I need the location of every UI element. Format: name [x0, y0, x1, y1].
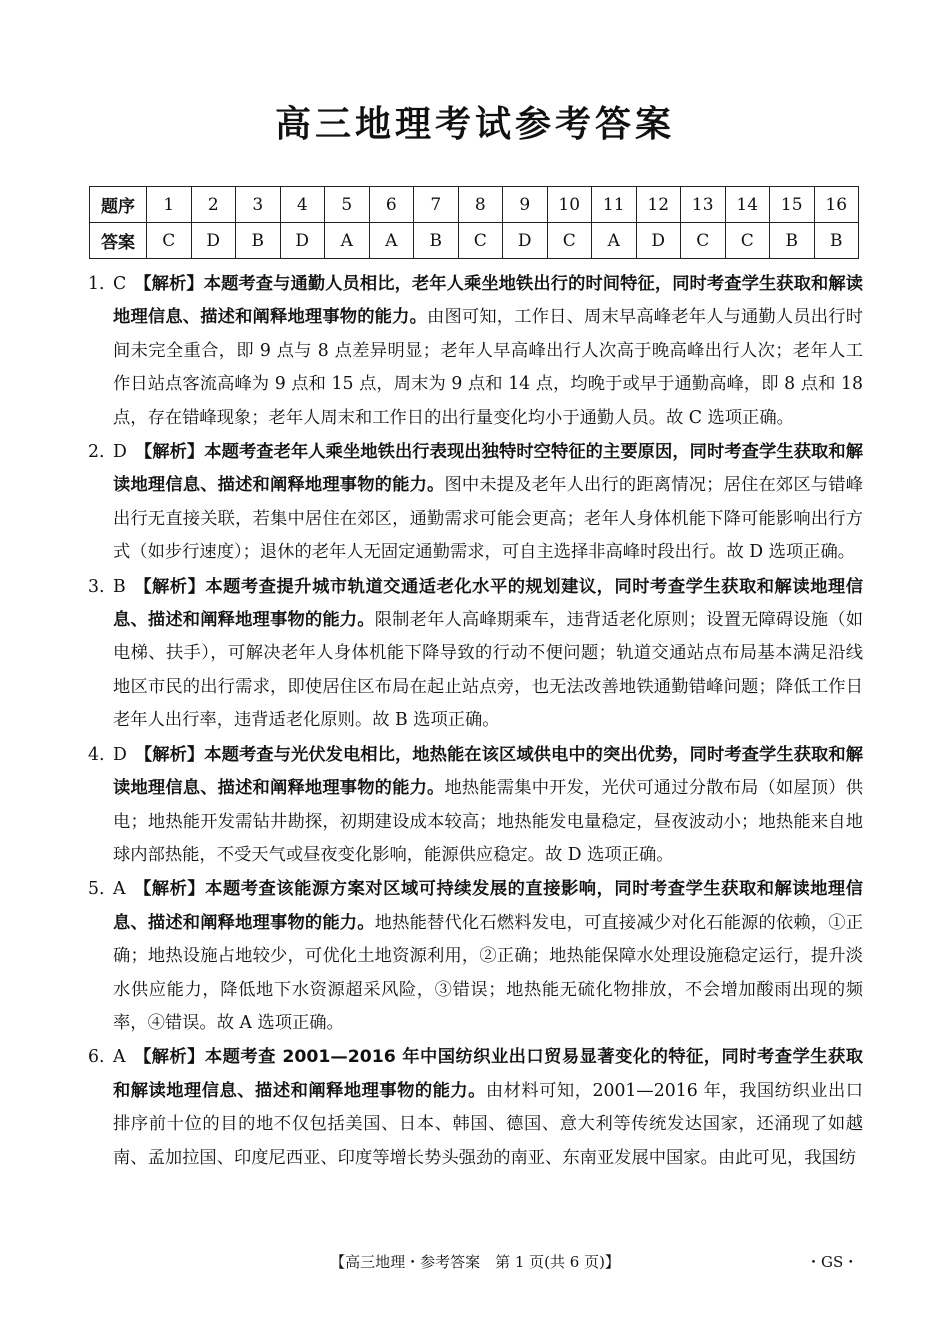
- answer-letter: D: [113, 744, 127, 765]
- page-title: 高三地理考试参考答案: [274, 104, 675, 145]
- answer-cell: D: [636, 223, 681, 259]
- answer-cell: C: [147, 223, 192, 259]
- question-focus: 本题考查该能源方案对区域可持续发展的直接影响，同时考查学生获取和解读地理信息、描述和阐释地理事物的能力。: [113, 879, 863, 933]
- question-number: 6.: [88, 1047, 105, 1068]
- explanation-item: [88, 1041, 863, 1175]
- explanation-item: [88, 739, 863, 873]
- explanation-item: [88, 268, 863, 435]
- question-number-cell: 8: [458, 187, 503, 223]
- question-focus: 本题考查老年人乘坐地铁出行表现出独特时空特征的主要原因，同时考查学生获取和解读地理信息、描述和阐释地理事物的能力。: [113, 442, 863, 496]
- footer-code: ・GS・: [806, 1253, 859, 1271]
- question-number-cell: 10: [547, 187, 592, 223]
- analysis-tag: 【解析】: [133, 1047, 205, 1068]
- answer-letter: C: [113, 274, 127, 294]
- question-number-cell: 7: [414, 187, 459, 223]
- question-number-cell: 12: [636, 187, 681, 223]
- explanation-item: [88, 873, 863, 1040]
- question-number: 2.: [88, 442, 105, 463]
- answer-cell: A: [369, 223, 414, 259]
- question-number: 1.: [88, 274, 105, 294]
- question-number: 5.: [88, 879, 105, 900]
- analysis-tag: 【解析】: [133, 576, 206, 597]
- answer-letter: B: [113, 576, 126, 597]
- answer-cell: C: [681, 223, 726, 259]
- analysis-tag: 【解析】: [133, 879, 206, 900]
- page-footer: 【高三地理・参考答案 第 1 页(共 6 页)】: [330, 1253, 620, 1271]
- answer-letter: A: [113, 879, 126, 900]
- question-number-cell: 2: [191, 187, 236, 223]
- answer-cell: D: [191, 223, 236, 259]
- explanation-text: 限制老年人高峰期乘车，违背适老化原则；设置无障碍设施（如电梯、扶手），可解决老年人身体机能下降导致的行动不便问题；轨道交通站点布局基本满足沿线地区市民的出行需求，即使居住区布局在起止站点旁，也无法改善地铁通勤错峰问题；降低工作日老年人出行率，违背适老化原则。故 B 选项正确。: [113, 610, 863, 731]
- answer-cell: B: [236, 223, 281, 259]
- question-number-cell: 9: [503, 187, 548, 223]
- analysis-tag: 【解析】: [134, 442, 205, 463]
- question-number-cell: 3: [236, 187, 281, 223]
- question-number-cell: 5: [325, 187, 370, 223]
- row-header-answer: 答案: [90, 223, 147, 259]
- table-row-answers: [90, 223, 859, 259]
- explanation-text: 图中未提及老年人出行的距离情况；居住在郊区与错峰出行无直接关联，若集中居住在郊区，通勤需求可能会更高；老年人身体机能下降可能影响出行方式（如步行速度）；退休的老年人无固定通勤需求，可自主选择非高峰时段出行。故 D 选项正确。: [113, 475, 863, 563]
- explanations: [88, 268, 863, 1176]
- question-number: 4.: [88, 744, 105, 765]
- question-focus: 本题考查与通勤人员相比，老年人乘坐地铁出行的时间特征，同时考查学生获取和解读地理信息、描述和阐释地理事物的能力。: [113, 274, 863, 328]
- row-header-question: 题序: [90, 187, 147, 223]
- answer-cell: A: [592, 223, 637, 259]
- answer-cell: A: [325, 223, 370, 259]
- question-number-cell: 13: [681, 187, 726, 223]
- analysis-tag: 【解析】: [134, 744, 205, 765]
- question-number-cell: 1: [147, 187, 192, 223]
- explanation-text: 由图可知，工作日、周末早高峰老年人与通勤人员出行时间未完全重合，即 9 点与 8 点差异明显；老年人早高峰出行人次高于晚高峰出行人次；老年人工作日站点客流高峰为 9 点和 15 点，周末为 9 点和 14 点，均晚于或早于通勤高峰，即 8 点和 18 点，存在错峰现象；老年人周末和工作日的出行量变化均小于通勤人员。故 C 选项正确。: [113, 307, 863, 428]
- question-number-cell: 4: [280, 187, 325, 223]
- question-focus: 本题考查 2001—2016 年中国纺织业出口贸易显著变化的特征，同时考查学生获取和解读地理信息、描述和阐释地理事物的能力。: [113, 1047, 863, 1101]
- explanation-item: [88, 436, 863, 570]
- table-row-numbers: [90, 187, 859, 223]
- explanation-item: [88, 571, 863, 738]
- question-number-cell: 11: [592, 187, 637, 223]
- answer-letter: D: [113, 442, 127, 463]
- answer-cell: C: [725, 223, 770, 259]
- explanation-text: 由材料可知，2001—2016 年，我国纺织业出口排序前十位的目的地不仅包括美国、日本、韩国、德国、意大利等传统发达国家，还涌现了如越南、孟加拉国、印度尼西亚、印度等增长势头强劲的南亚、东南亚发展中国家。由此可见，我国纺: [113, 1080, 863, 1168]
- explanation-text: 地热能替代化石燃料发电，可直接减少对化石能源的依赖，①正确；地热设施占地较少，可优化土地资源利用，②正确；地热能保障水处理设施稳定运行，提升淡水供应能力，降低地下水资源超采风险，③错误；地热能无硫化物排放，不会增加酸雨出现的频率，④错误。故 A 选项正确。: [113, 912, 863, 1033]
- answer-cell: B: [414, 223, 459, 259]
- answer-cell: B: [814, 223, 859, 259]
- answer-letter: A: [113, 1047, 126, 1068]
- answer-cell: D: [503, 223, 548, 259]
- question-number-cell: 6: [369, 187, 414, 223]
- answer-table: [89, 186, 859, 259]
- question-focus: 本题考查与光伏发电相比，地热能在该区域供电中的突出优势，同时考查学生获取和解读地理信息、描述和阐释地理事物的能力。: [113, 744, 863, 799]
- question-focus: 本题考查提升城市轨道交通适老化水平的规划建议，同时考查学生获取和解读地理信息、描述和阐释地理事物的能力。: [113, 576, 863, 631]
- answer-cell: C: [458, 223, 503, 259]
- question-number-cell: 14: [725, 187, 770, 223]
- explanation-text: 地热能需集中开发，光伏可通过分散布局（如屋顶）供电；地热能开发需钻井勘探，初期建设成本较高；地热能发电量稳定，昼夜波动小；地热能来自地球内部热能，不受天气或昼夜变化影响，能源供应稳定。故 D 选项正确。: [113, 778, 863, 865]
- question-number-cell: 16: [814, 187, 859, 223]
- answer-cell: D: [280, 223, 325, 259]
- question-number: 3.: [88, 576, 105, 597]
- answer-cell: B: [770, 223, 815, 259]
- question-number-cell: 15: [770, 187, 815, 223]
- analysis-tag: 【解析】: [134, 274, 204, 294]
- answer-cell: C: [547, 223, 592, 259]
